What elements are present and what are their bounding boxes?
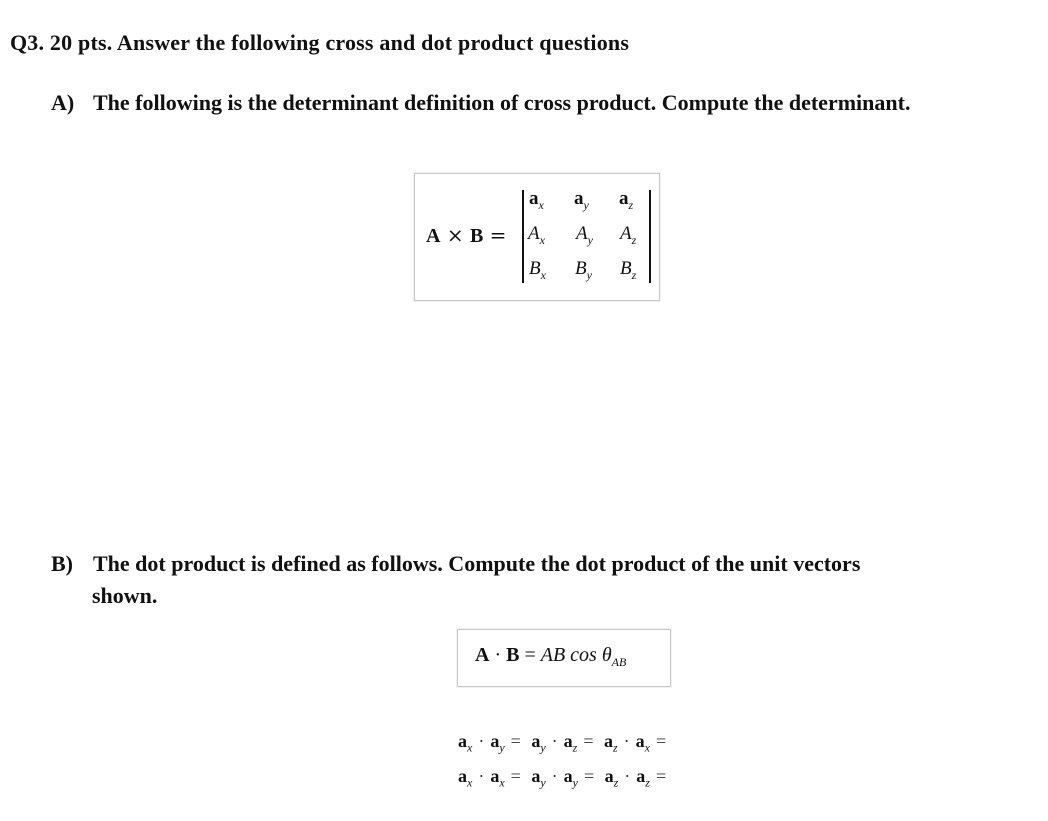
question-title: Q3. 20 pts. Answer the following cross and dot product questions xyxy=(10,30,630,55)
vector-a: A xyxy=(475,644,490,666)
determinant-left-bar xyxy=(522,190,524,283)
matrix-cell: $A_y$ xyxy=(576,223,593,247)
formula-rhs: AB cos θ xyxy=(540,644,612,666)
equals-sign: = xyxy=(489,223,507,247)
part-b-text-line2: shown. xyxy=(92,583,158,608)
dot-product-formula xyxy=(475,644,626,670)
part-b-prompt xyxy=(51,551,860,577)
cross-symbol: × xyxy=(446,223,464,247)
vector-b: B xyxy=(506,644,520,666)
dot-symbol: · xyxy=(494,644,502,666)
part-a-prompt xyxy=(51,90,910,116)
formula-rhs-subscript: AB xyxy=(611,655,627,669)
unit-dot-row: $a_x \cdot a_y = a_y \cdot a_z = a_z \cdot a_x$ = xyxy=(458,731,667,755)
matrix-cell: $B_x$ xyxy=(529,258,546,282)
matrix-cell: $A_z$ xyxy=(620,223,637,247)
equals-sign: = xyxy=(524,644,536,666)
matrix-cell: $B_z$ xyxy=(620,258,637,282)
matrix-cell: $a_y$ xyxy=(574,188,589,212)
part-a-letter: A) xyxy=(51,90,75,115)
matrix-cell: $A_x$ xyxy=(528,223,545,247)
vector-b: B xyxy=(469,225,484,247)
matrix-cell: $a_z$ xyxy=(619,188,634,212)
matrix-cell: $B_y$ xyxy=(575,258,592,282)
part-a-text: The following is the determinant definition of cross product. Compute the determinant. xyxy=(93,90,911,115)
part-b-letter: B) xyxy=(51,551,73,576)
vector-a: A xyxy=(426,225,441,247)
unit-dot-row: $a_x \cdot a_x = a_y \cdot a_y = a_z \cdot a_z$ = xyxy=(458,766,667,790)
cross-product-lhs xyxy=(426,223,506,248)
matrix-cell: $a_x$ xyxy=(529,188,544,212)
determinant-right-bar xyxy=(649,190,651,283)
part-b-text-line1: The dot product is defined as follows. Compute the dot product of the unit vectors xyxy=(93,551,861,576)
